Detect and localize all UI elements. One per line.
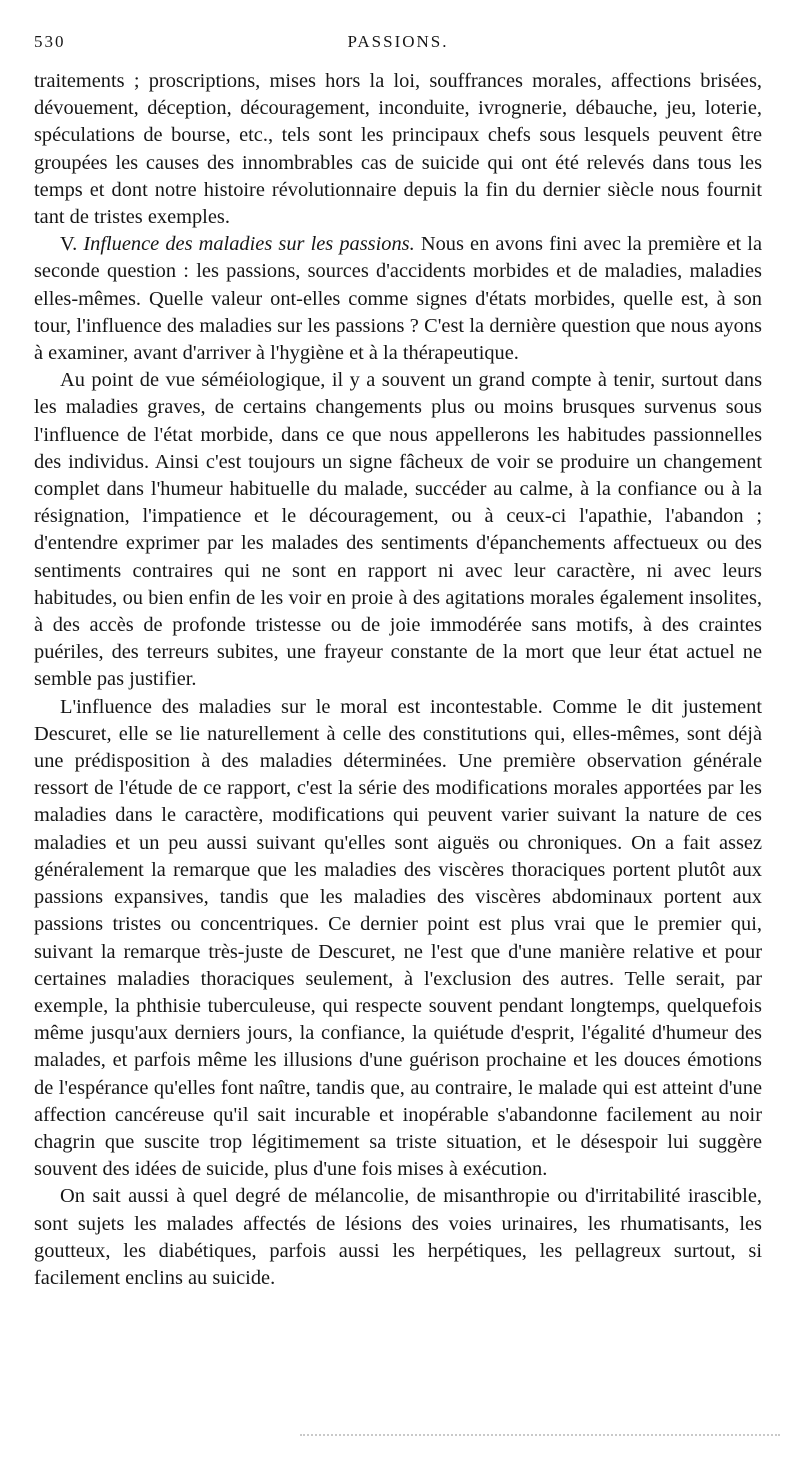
book-page (34, 28, 762, 1292)
section-title: Influence des maladies sur les passions. (83, 233, 415, 256)
paragraph-section-v (34, 231, 762, 367)
paragraph-melancholy: On sait aussi à quel degré de mélancolie, de misanthropie ou d'irritabilité irascible, sont sujets les malades affectés de lésions des voies urinaires, les rhumatisants, les goutteux, les diabétiques, parfois aussi les herpétiques, les pellagreux surtout, si facilement enclins au suicide. (34, 1185, 762, 1289)
page-header (34, 28, 762, 54)
paragraph-suicide-causes: traitements ; proscriptions, mises hors la loi, souffrances morales, affections brisées, dévouement, déception, découragement, inconduite, ivrognerie, débauche, jeu, loterie, spéculations de bourse, etc., tels sont les principaux chefs sous lesquels peuvent être groupées les causes des innombrables cas de suicide qui ont été relevés dans tous les temps et dont notre histoire révolutionnaire depuis la fin du dernier siècle nous fournit tant de tristes exemples. (34, 70, 762, 229)
paragraph-semeiology: Au point de vue séméiologique, il y a souvent un grand compte à tenir, surtout dans les maladies graves, de certains changements plus ou moins brusques survenus sous l'influence de l'état morbide, dans ce que nous appellerons les habitudes passionnelles des individus. Ainsi c'est toujours un signe fâcheux de voir se produire un changement complet dans l'humeur habituelle du malade, succéder au calme, à la confiance ou à la résignation, l'impatience et le découragement, ou à ceux-ci l'apathie, l'abandon ; d'entendre exprimer par les malades des sentiments d'épanchements affectueux ou des sentiments contraires qui ne sont en rapport ni avec leur caractère, ni avec leurs habitudes, ou bien enfin de les voir en proie à des agitations morales également insolites, à des accès de profonde tristesse ou de joie immodérée sans motifs, à des craintes puériles, des terreurs subites, une frayeur constante de la mort que leur état actuel ne semble pas justifier. (34, 369, 762, 691)
section-number: V. (60, 233, 78, 256)
running-title: PASSIONS. (347, 32, 449, 51)
page-number: 530 (34, 32, 66, 51)
section-v-text: Nous en avons fini avec la première et la seconde question : les passions, sources d'accidents morbides et de maladies, maladies elles-mêmes. Quelle valeur ont-elles comme signes d'états morbides, quelle est, à son tour, l'influence des maladies sur les passions ? C'est la dernière question que nous ayons à examiner, avant d'arriver à l'hygiène et à la thérapeutique. (34, 233, 762, 365)
print-smudge (300, 1434, 780, 1440)
body-text (34, 68, 762, 1292)
paragraph-influence: L'influence des maladies sur le moral est incontestable. Comme le dit justement Descuret, elle se lie naturellement à celle des constitutions qui, elles-mêmes, sont déjà une prédisposition à des maladies déterminées. Une première observation générale ressort de l'étude de ce rapport, c'est la série des modifications morales apportées par les maladies dans le caractère, modifications qui peuvent varier suivant la nature de ces maladies et un peu aussi suivant qu'elles sont aiguës ou chroniques. On a fait assez généralement la remarque que les maladies des viscères thoraciques portent plutôt aux passions expansives, tandis que les maladies des viscères abdominaux portent aux passions tristes ou concentriques. Ce dernier point est plus vrai que le premier qui, suivant la remarque très-juste de Descuret, ne l'est que d'une manière relative et pour certaines maladies thoraciques seulement, à l'exclusion des autres. Telle serait, par exemple, la phthisie tuberculeuse, qui respecte souvent pendant longtemps, quelquefois même jusqu'aux derniers jours, la confiance, la quiétude d'esprit, l'égalité d'humeur des malades, et parfois même les illusions d'une guérison prochaine et les douces émotions de l'espérance qu'elles font naître, tandis que, au contraire, le malade qui est atteint d'une affection cancéreuse qu'il sait incurable et inopérable s'abandonne facilement au noir chagrin que suscite trop légitimement sa triste situation, et le désespoir lui suggère souvent des idées de suicide, plus d'une fois mises à exécution. (34, 695, 762, 1181)
